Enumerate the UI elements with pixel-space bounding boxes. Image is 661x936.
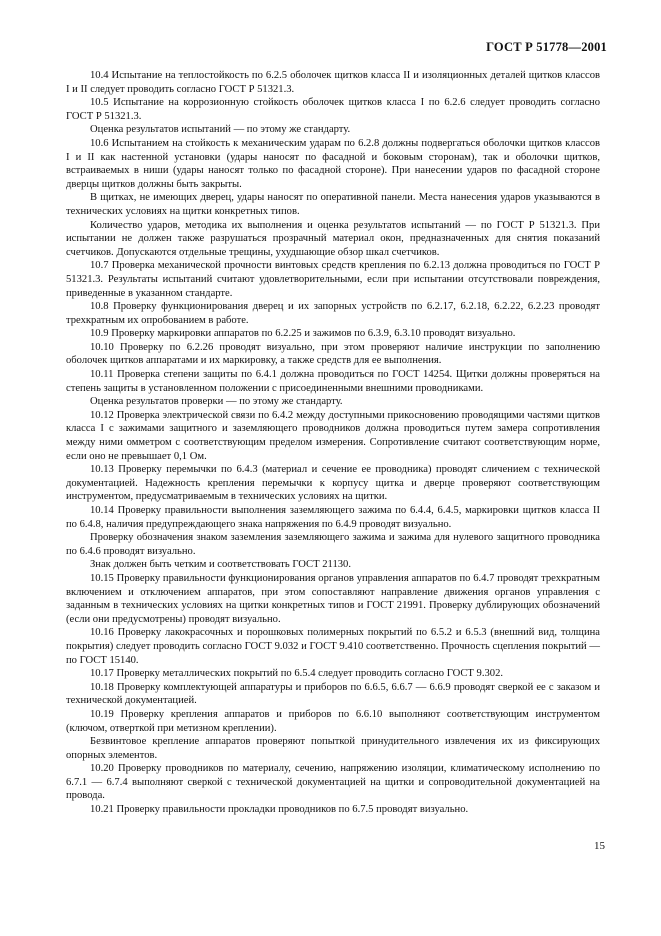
paragraph: Оценка результатов испытаний — по этому же стандарту. [90,124,351,136]
paragraph: 10.19 Проверку крепления аппаратов и приборов по 6.6.10 выполняют соответствующим инструментом (ключом, отверткой при метизном креплении). [66,708,600,734]
paragraph: 10.11 Проверка степени защиты по 6.4.1 должна проводиться по ГОСТ 14254. Щитки должны проверяться на степень защиты в установленном положении с присоединенными внешними проводниками. [66,369,600,394]
paragraph: 10.18 Проверку комплектующей аппаратуры и приборов по 6.6.5, 6.6.7 — 6.6.9 проводят сверкой ее с заказом и технической документацией. [66,681,600,707]
paragraph: 10.4 Испытание на теплостойкость по 6.2.5 оболочек щитков класса II и изоляционных деталей щитков классов I и II следует проводить согласно ГОСТ Р 51321.3. [66,70,600,95]
paragraph: 10.7 Проверка механической прочности винтовых средств крепления по 6.2.13 должна проводиться по ГОСТ Р 51321.3. Результаты испытаний считают удовлетворительными, если при испытании отсутствовали повреждения, приведенные в указанном стандарте. [66,260,600,299]
paragraph: В щитках, не имеющих дверец, удары наносят по оперативной панели. Места нанесения ударов указываются в технических условиях на щитки конкретных типов. [66,192,600,217]
paragraph: 10.15 Проверку правильности функционирования органов управления аппаратов по 6.4.7 проводят трехкратным включением и отключением аппаратов, при этом сопоставляют направление движения органов управления с заданным в технических условиях на щитки конкретных типов и ГОСТ 21991. Проверку дублирующих обозначений (если они предусмотрены) проводят визуально. [66,572,600,625]
paragraph: 10.8 Проверку функционирования дверец и их запорных устройств по 6.2.17, 6.2.18, 6.2.22, 6.2.23 проводят трехкратным их опробованием в работе. [66,301,600,326]
paragraph: Проверку обозначения знаком заземления заземляющего зажима и зажима для нулевого защитного проводника по 6.4.6 проводят визуально. [66,532,600,557]
paragraph: 10.6 Испытанием на стойкость к механическим ударам по 6.2.8 должны подвергаться оболочки щитков классов I и II как настенной установки (удары наносят по фасадной и боковым сторонам), так и оболочки щитков, встраиваемых в ниши (удары наносят только по фасадной стороне). При нанесении ударов по фасадной стороне дверцы щитков должны быть закрыты. [66,137,600,190]
paragraph: 10.21 Проверку правильности прокладки проводников по 6.7.5 проводят визуально. [90,804,469,816]
paragraph: 10.13 Проверку перемычки по 6.4.3 (материал и сечение ее проводника) проводят сличением с технической документацией. Надежность крепления перемычки к корпусу щитка и дверце проверяют соответствующим инструментом, предусматриваемым в технических условиях на щитки. [66,464,600,503]
paragraph: Безвинтовое крепление аппаратов проверяют попыткой принудительного извлечения их из фиксирующих опорных элементов. [66,736,600,761]
paragraph: 10.9 Проверку маркировки аппаратов по 6.2.25 и зажимов по 6.3.9, 6.3.10 проводят визуально. [90,328,516,340]
paragraph: 10.14 Проверку правильности выполнения заземляющего зажима по 6.4.4, 6.4.5, маркировки щитков класса II по 6.4.8, наличия предупреждающего знака напряжения по 6.4.9 проводят визуально. [66,505,600,530]
paragraph: Оценка результатов проверки — по этому же стандарту. [90,396,343,408]
paragraph: 10.5 Испытание на коррозионную стойкость оболочек щитков класса I по 6.2.6 следует проводить согласно ГОСТ Р 51321.3. [66,97,600,122]
paragraph: 10.17 Проверку металлических покрытий по 6.5.4 следует проводить согласно ГОСТ 9.302. [90,668,504,680]
paragraph: 10.10 Проверку по 6.2.26 проводят визуально, при этом проверяют наличие инструкции по заполнению оболочек щитков аппаратами и их маркировку, а также средств для ее выполнения. [66,341,600,367]
page-number: 15 [594,840,605,852]
paragraph: 10.12 Проверка электрической связи по 6.4.2 между доступными прикосновению проводящими частями щитков класса I с зажимами защитного и заземляющего проводников должна проводиться путем замера сопротивления между ними омметром с соответствующим пределом измерения. Сопротивление считают соответствующим норме, если оно не превышает 0,1 Ом. [66,409,600,462]
document-body [66,69,600,817]
paragraph: 10.20 Проверку проводников по материалу, сечению, напряжению изоляции, климатическому исполнению по 6.7.1 — 6.7.4 выполняют сверкой с технической документацией на щитки и сопроводительной документацией на провода. [66,763,600,802]
paragraph: Знак должен быть четким и соответствовать ГОСТ 21130. [90,559,351,571]
standard-header: ГОСТ Р 51778—2001 [486,40,607,54]
paragraph: Количество ударов, методика их выполнения и оценка результатов испытаний — по ГОСТ Р 51321.3. При испытании не должен также разрушаться прозрачный материал окон, предназначенных для снятия показаний счетчиков. Допускаются отдельные трещины, ухудшающие обзор шкал счетчиков. [66,219,600,258]
paragraph: 10.16 Проверку лакокрасочных и порошковых полимерных покрытий по 6.5.2 и 6.5.3 (внешний вид, толщина покрытия) следует проводить согласно ГОСТ 9.032 и ГОСТ 9.410 соответственно. Прочность сцепления покрытий — по ГОСТ 15140. [66,627,600,666]
